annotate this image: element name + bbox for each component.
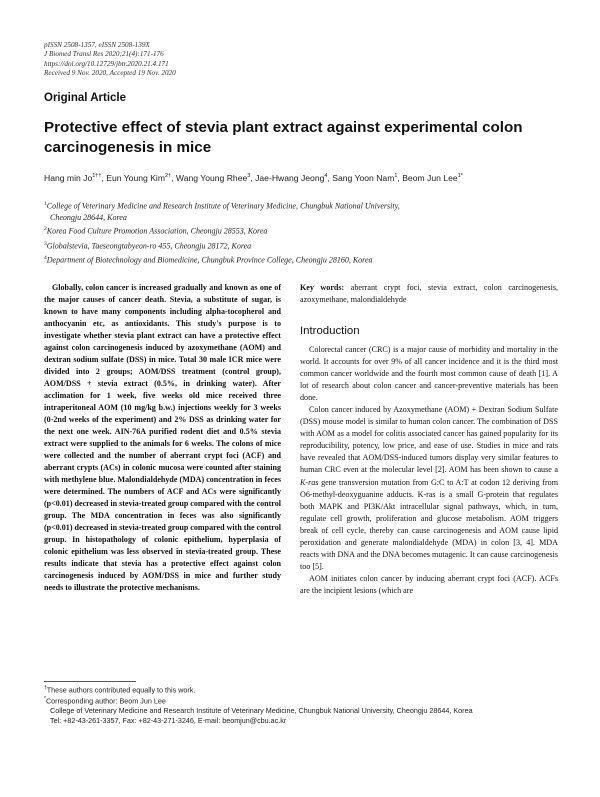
- author-name: Sang Yoon Nam: [332, 172, 395, 183]
- footnote-contact: Tel: +82-43-261-3357, Fax: +82-43-271-3246, E-mail: beomjun@cbu.ac.kr: [50, 715, 287, 725]
- affiliation-item: $^2$Korea Food Culture Promotion Association, Cheongju 28553, Korea: [44, 226, 268, 237]
- footnote-address: College of Veterinary Medicine and Research Institute of Veterinary Medicine, Chungbuk National University, Cheongju 28644, Korea: [50, 706, 473, 716]
- footnote-corresponding-author: *Corresponding author: Beom Jun Lee: [44, 696, 166, 706]
- author-name: Eun Young Kim: [106, 172, 165, 183]
- author-name: Beom Jun Lee: [402, 172, 458, 183]
- paragraph: Colorectal cancer (CRC) is a major cause of morbidity and mortality in the world. It accounts for over 9% of all cancer incidence and it is the third most common cancer worldwide and the fourth most common cause of death [1]. A lot of research about colon cancer and cancer-preventive materials has been done.: [300, 345, 558, 403]
- article-type-label: Original Article: [44, 92, 127, 104]
- affiliation-item: $^3$Globalstevia, Taeseongtabyeon-ro 455, Cheongju 28172, Korea: [44, 240, 252, 251]
- affiliation-item: $^1$College of Veterinary Medicine and Research Institute of Veterinary Medicine, Chungbuk National University, Cheongju 28644, Korea: [44, 201, 400, 222]
- author-affiliation-mark: 1*: [457, 173, 463, 179]
- footnote-divider: [44, 681, 136, 682]
- author-affiliation-mark: 1††: [92, 173, 102, 179]
- affiliation-list: [44, 199, 564, 267]
- section-heading-introduction: Introduction: [300, 325, 360, 337]
- author-name: Hang min Jo: [44, 172, 93, 183]
- doi-link[interactable]: https://doi.org/10.12729/jbtr.2020.21.4.171: [44, 59, 169, 68]
- keywords-label: Key words:: [300, 283, 345, 292]
- citation-line: J Biomed Transl Res 2020;21(4):171-176: [44, 50, 164, 59]
- author-name: Wang Young Rhee: [175, 172, 248, 183]
- abstract-text: Globally, colon cancer is increased gradually and known as one of the major causes of cancer death. Stevia, a substitute of sugar, is known to have many components including alpha-tocopherol and anthocyanin etc, as antioxidants. This study's purpose is to investigate whether stevia plant extract can have a protective effect against colon carcinogenesis induced by azoxymethane (AOM) and dextran sodium sulfate (DSS) in mice. Total 30 male ICR mice were divided into 2 groups; AOM/DSS treatment (control group), AOM/DSS + stevia extract (0.5%, in drinking water). After acclimation for 1 week, five weeks old mice received three intraperitoneal AOM (10 mg/kg b.w.) injections weekly for 3 weeks (0-2nd weeks of the experiment) and 2% DSS as drinking water for the next one week. AIN-76A purified rodent diet and 0.5% stevia extract were supplied to the animals for 6 weeks. The colons of mice were collected and the number of aberrant crypt foci (ACF) and aberrant crypts (ACs) in colonic mucosa were counted after staining with methylene blue. Malondialdehyde (MDA) concentration in feces were determined. The numbers of ACF and ACs were significantly (p<0.01) decreased in stevia-treated group compared with the control group. The MDA concentration in feces was also significantly (p<0.01) decreased in stevia-treated group compared with the control group. In histopathology of colonic epithelium, hyperplasia of colonic epithelium was less observed in stevia-treated group. These results indicate that stevia has a protective effect against colon carcinogenesis induced by AOM/DSS in mice and further study needs to illustrate the protective mechanisms.: [44, 283, 281, 593]
- footnote-equal-contribution: †These authors contributed equally to this work.: [44, 685, 196, 695]
- keywords-text: aberrant crypt foci, stevia extract, colon carcinogenesis, azoxymethane, malondialdehyde: [300, 283, 558, 304]
- journal-metadata: [44, 41, 176, 79]
- author-list: Hang $\min Jo^{1\dagger\dagger}$, Eun Young Kim$^{2\dagger}$, Wang Young Rhee$^3$, Jae-Hwang Jeong$^4$, Sang Yoon Nam$^1$, Beom Jun Lee$^{1*}$: [44, 172, 463, 183]
- keywords: [300, 282, 558, 306]
- paragraph: Colon cancer induced by Azoxymethane (AOM) + Dextran Sodium Sulfate (DSS) mouse model is similar to human colon cancer. The combination of DSS with AOM as a model for colitis associated cancer has gained popularity for its reproducibility, potency, low price, and ease of use. Studies in mice and rats have revealed that AOM/DSS-induced tumors display very similar features to human CRC even at the molecular level [2]. AOM has been shown to cause a K-ras gene transversion mutation from G:C to A:T at codon 12 deriving from O6-methyl-deoxyguanine adducts. K-ras is a small G-protein that regulates both MAPK and PI3K/Akt intracellular signal pathways, which, in turn, regulate cell growth, proliferation and glucose metabolism. AOM triggers break of cell cycle, thereby can cause carcinogenesis and AOM cause lipid peroxidation and generate malondialdehyde (MDA) in colon [3, 4]. MDA reacts with DNA and the DNA becomes mutagenic. It can cause carcinogenesis too [5].: [300, 405, 558, 571]
- author-name: Jae-Hwang Jeong: [255, 172, 325, 183]
- footnotes: [44, 684, 564, 726]
- author-affiliation-mark: 1: [394, 173, 398, 179]
- paragraph: AOM initiates colon cancer by inducing aberrant crypt foci (ACF). ACFs are the incipient lesions (which are: [300, 573, 558, 595]
- author-affiliation-mark: 2†: [165, 173, 172, 179]
- issn-line: pISSN 2508-1357, eISSN 2508-139X: [44, 41, 150, 49]
- affiliation-item: $^4$Department of Biotechnology and Biomedicine, Chungbuk Province College, Cheongju 28160, Korea: [44, 254, 373, 265]
- dates-line: Received 9 Nov. 2020, Accepted 19 Nov. 2020: [44, 69, 176, 78]
- paper-title: Protective effect of stevia plant extract against experimental colon carcinogenesis in mice: [44, 119, 523, 156]
- introduction-body: [300, 344, 558, 597]
- author-affiliation-mark: 3: [247, 173, 251, 179]
- author-affiliation-mark: 4: [324, 173, 328, 179]
